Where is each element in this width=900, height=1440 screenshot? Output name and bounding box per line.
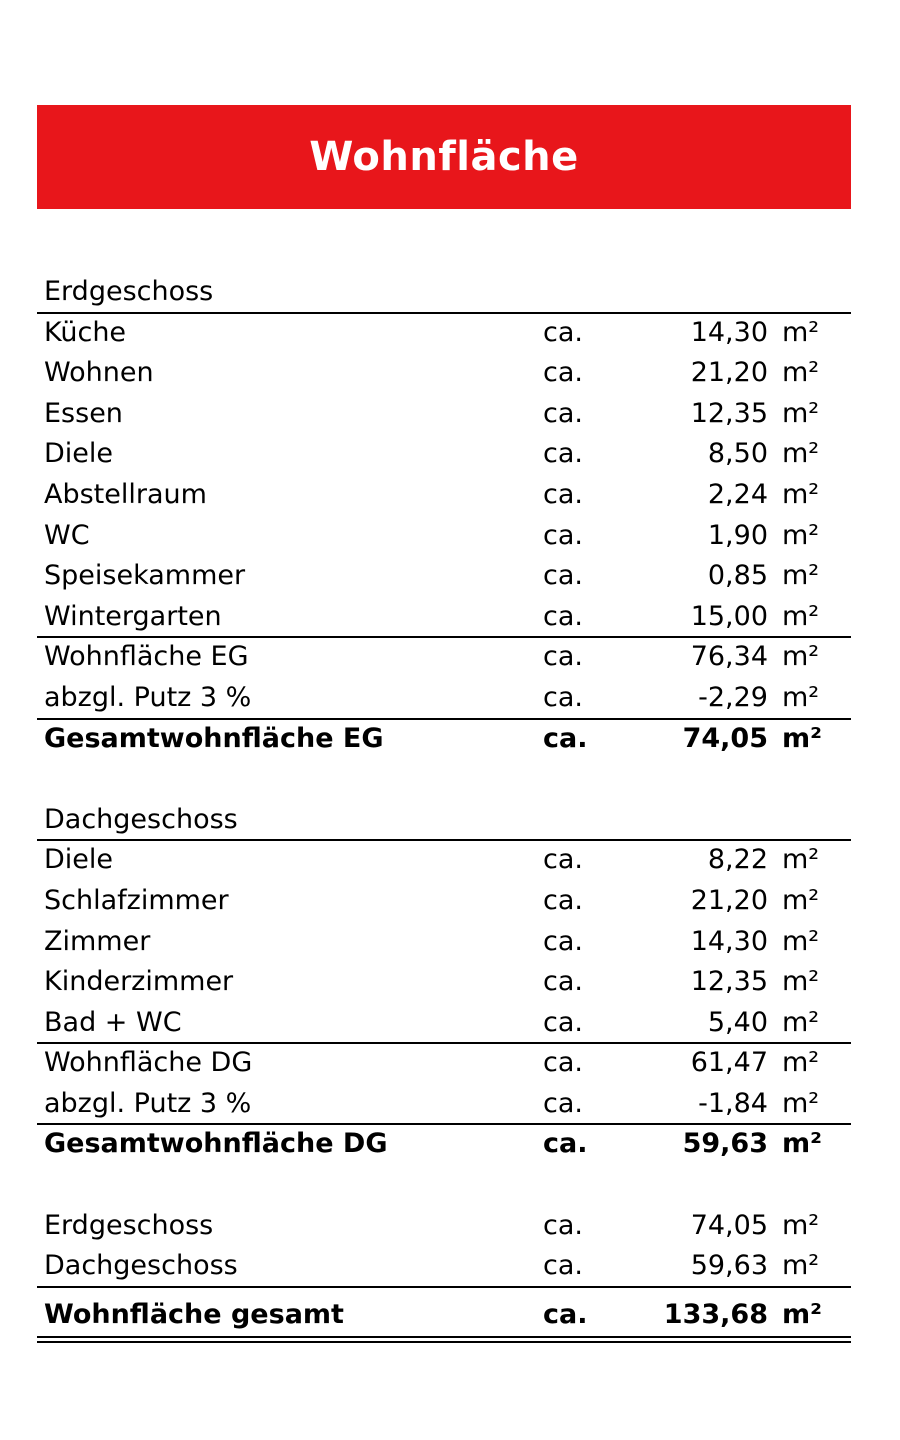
eg-deduction-row [37, 678, 851, 719]
section-heading-label: Dachgeschoss [44, 803, 238, 835]
subtotal-value: 61,47 [690, 1047, 768, 1079]
area-value: 8,22 [707, 844, 768, 876]
unit-label: m² [782, 316, 820, 348]
table-row [37, 394, 851, 435]
area-value: 14,30 [690, 925, 768, 957]
room-name: Abstellraum [44, 478, 207, 510]
table-row [37, 313, 851, 354]
summary-value: 74,05 [690, 1209, 768, 1241]
total-name: Gesamtwohnfläche DG [44, 1128, 388, 1160]
unit-label: m² [782, 641, 820, 673]
dg-subtotal-row [37, 1043, 851, 1084]
table-row [37, 597, 851, 638]
approx-label: ca. [543, 1128, 588, 1160]
approx-label: ca. [543, 519, 583, 551]
area-value: 21,20 [690, 357, 768, 389]
approx-label: ca. [543, 1209, 583, 1241]
room-name: Schlafzimmer [44, 884, 229, 916]
unit-label: m² [782, 519, 820, 551]
unit-label: m² [782, 1209, 820, 1241]
room-name: Bad + WC [44, 1006, 182, 1038]
subtotal-name: Wohnfläche EG [44, 641, 249, 673]
area-value: 0,85 [707, 560, 768, 592]
unit-label: m² [782, 478, 820, 510]
area-value: 12,35 [690, 966, 768, 998]
unit-label: m² [782, 1006, 820, 1038]
area-value: 8,50 [707, 438, 768, 470]
room-name: Diele [44, 438, 114, 470]
unit-label: m² [782, 600, 820, 632]
table-row [37, 434, 851, 475]
approx-label: ca. [543, 884, 583, 916]
area-table [37, 272, 851, 1335]
table-row [37, 475, 851, 516]
unit-label: m² [782, 1087, 820, 1119]
unit-label: m² [782, 722, 822, 754]
summary-row [37, 1206, 851, 1247]
dg-deduction-row [37, 1084, 851, 1125]
dg-section-heading [37, 800, 851, 841]
section-heading-label: Erdgeschoss [44, 276, 214, 307]
spacer [37, 759, 851, 800]
table-row [37, 516, 851, 557]
unit-label: m² [782, 397, 820, 429]
deduction-value: -1,84 [698, 1087, 768, 1119]
total-name: Gesamtwohnfläche EG [44, 722, 384, 754]
approx-label: ca. [543, 397, 583, 429]
area-value: 5,40 [707, 1006, 768, 1038]
area-value: 15,00 [690, 600, 768, 632]
title-banner [37, 105, 851, 209]
approx-label: ca. [543, 722, 588, 754]
area-value: 1,90 [707, 519, 768, 551]
total-value: 59,63 [682, 1128, 768, 1160]
eg-subtotal-row [37, 637, 851, 678]
approx-label: ca. [543, 1006, 583, 1038]
approx-label: ca. [543, 1047, 583, 1079]
room-name: Diele [44, 844, 114, 876]
unit-label: m² [782, 560, 820, 592]
table-row [37, 353, 851, 394]
room-name: Zimmer [44, 925, 151, 957]
area-value: 12,35 [690, 397, 768, 429]
area-value: 21,20 [690, 884, 768, 916]
approx-label: ca. [543, 560, 583, 592]
unit-label: m² [782, 681, 820, 713]
approx-label: ca. [543, 1087, 583, 1119]
room-name: Kinderzimmer [44, 966, 234, 998]
unit-label: m² [782, 1298, 822, 1330]
dg-total-row [37, 1124, 851, 1165]
unit-label: m² [782, 1250, 820, 1282]
eg-total-row [37, 719, 851, 760]
unit-label: m² [782, 1128, 822, 1160]
unit-label: m² [782, 438, 820, 470]
table-row [37, 1003, 851, 1044]
approx-label: ca. [543, 478, 583, 510]
summary-name: Dachgeschoss [44, 1250, 238, 1282]
room-name: Wintergarten [44, 600, 222, 632]
room-name: Wohnen [44, 357, 154, 389]
approx-label: ca. [543, 966, 583, 998]
approx-label: ca. [543, 1298, 588, 1330]
unit-label: m² [782, 966, 820, 998]
approx-label: ca. [543, 641, 583, 673]
eg-section-heading [37, 272, 851, 313]
room-name: Küche [44, 316, 127, 348]
table-row [37, 556, 851, 597]
approx-label: ca. [543, 844, 583, 876]
grand-total-row [37, 1287, 851, 1335]
spacer [37, 1165, 851, 1206]
approx-label: ca. [543, 600, 583, 632]
unit-label: m² [782, 1047, 820, 1079]
table-row [37, 840, 851, 881]
total-value: 74,05 [682, 722, 768, 754]
deduction-name: abzgl. Putz 3 % [44, 1087, 252, 1119]
subtotal-value: 76,34 [690, 641, 768, 673]
summary-name: Erdgeschoss [44, 1209, 214, 1241]
area-value: 14,30 [690, 316, 768, 348]
summary-value: 59,63 [690, 1250, 768, 1282]
approx-label: ca. [543, 438, 583, 470]
room-name: Essen [44, 397, 123, 429]
approx-label: ca. [543, 681, 583, 713]
page-title: Wohnfläche [309, 134, 579, 180]
unit-label: m² [782, 844, 820, 876]
summary-row [37, 1246, 851, 1287]
table-row [37, 962, 851, 1003]
area-value: 2,24 [707, 478, 768, 510]
table-row [37, 922, 851, 963]
unit-label: m² [782, 357, 820, 389]
approx-label: ca. [543, 925, 583, 957]
deduction-value: -2,29 [698, 681, 768, 713]
grand-total-value: 133,68 [663, 1298, 768, 1330]
unit-label: m² [782, 884, 820, 916]
grand-total-name: Wohnfläche gesamt [44, 1298, 344, 1330]
approx-label: ca. [543, 1250, 583, 1282]
table-row [37, 881, 851, 922]
deduction-name: abzgl. Putz 3 % [44, 681, 252, 713]
unit-label: m² [782, 925, 820, 957]
room-name: WC [44, 519, 90, 551]
room-name: Speisekammer [44, 560, 246, 592]
approx-label: ca. [543, 316, 583, 348]
subtotal-name: Wohnfläche DG [44, 1047, 253, 1079]
approx-label: ca. [543, 357, 583, 389]
